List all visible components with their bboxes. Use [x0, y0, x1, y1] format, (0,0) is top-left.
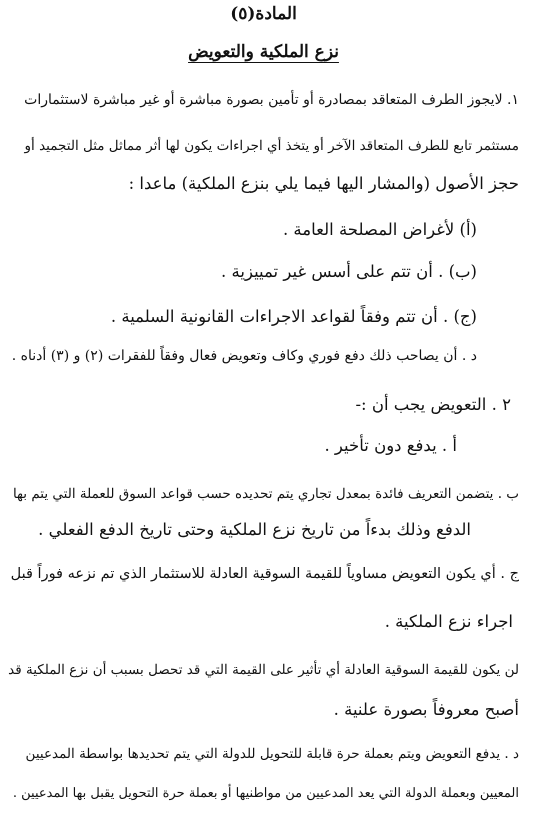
paragraph-line: الدفع وذلك بدءاً من تاريخ نزع الملكية وحتى تاريخ الدفع الفعلي .: [38, 520, 471, 539]
list-item: د . أن يصاحب ذلك دفع فوري وكاف وتعويض فعال وفقاً للفقرات (٢) و (٣) أدناه .: [11, 348, 477, 364]
paragraph-line: ١. لايجوز الطرف المتعاقد بمصادرة أو تأمين بصورة مباشرة أو غير مباشرة لاستثمارات: [24, 92, 519, 108]
list-item: (ج) . أن تتم وفقاً لقواعد الاجراءات القانونية السلمية .: [110, 307, 477, 326]
list-item: د . يدفع التعويض ويتم بعملة حرة قابلة للتحويل للدولة التي يتم تحديدها بواسطة المدعيين: [25, 746, 519, 762]
list-item: أ . يدفع دون تأخير .: [324, 436, 457, 455]
paragraph-line: اجراء نزع الملكية .: [384, 612, 513, 631]
list-item: ب . يتضمن التعريف فائدة بمعدل تجاري يتم تحديده حسب قواعد السوق للعملة التي يتم بها: [12, 486, 519, 502]
paragraph-line: أصبح معروفاً بصورة علنية .: [333, 700, 519, 719]
list-item: (ب) . أن تتم على أسس غير تمييزية .: [221, 262, 477, 281]
paragraph-line: مستثمر تابع للطرف المتعاقد الآخر أو يتخذ أي اجراءات يكون لها أثر مماثل مثل التجميد أو: [24, 138, 519, 154]
paragraph-line: ٢ . التعويض يجب أن :-: [355, 395, 511, 414]
paragraph-line: حجز الأصول (والمشار اليها فيما يلي بنزع الملكية) ماعدا :: [128, 174, 519, 193]
list-item: (أ) لأغراض المصلحة العامة .: [282, 220, 477, 239]
article-heading: المادة(٥): [230, 4, 297, 24]
paragraph-line: لن يكون للقيمة السوقية العادلة أي تأثير على القيمة التي قد تحصل بسبب أن نزع الملكية قد: [8, 662, 519, 678]
article-title: نزع الملكية والتعويض: [188, 42, 339, 62]
paragraph-line: المعيين وبعملة الدولة التي يعد المدعيين من مواطنيها أو بعملة حرة التحويل يقبل بها المدعيين .: [12, 786, 519, 801]
list-item: ج . أي يكون التعويض مساوياً للقيمة السوقية العادلة للاستثمار الذي تم نزعه فوراً قبل: [10, 566, 519, 582]
